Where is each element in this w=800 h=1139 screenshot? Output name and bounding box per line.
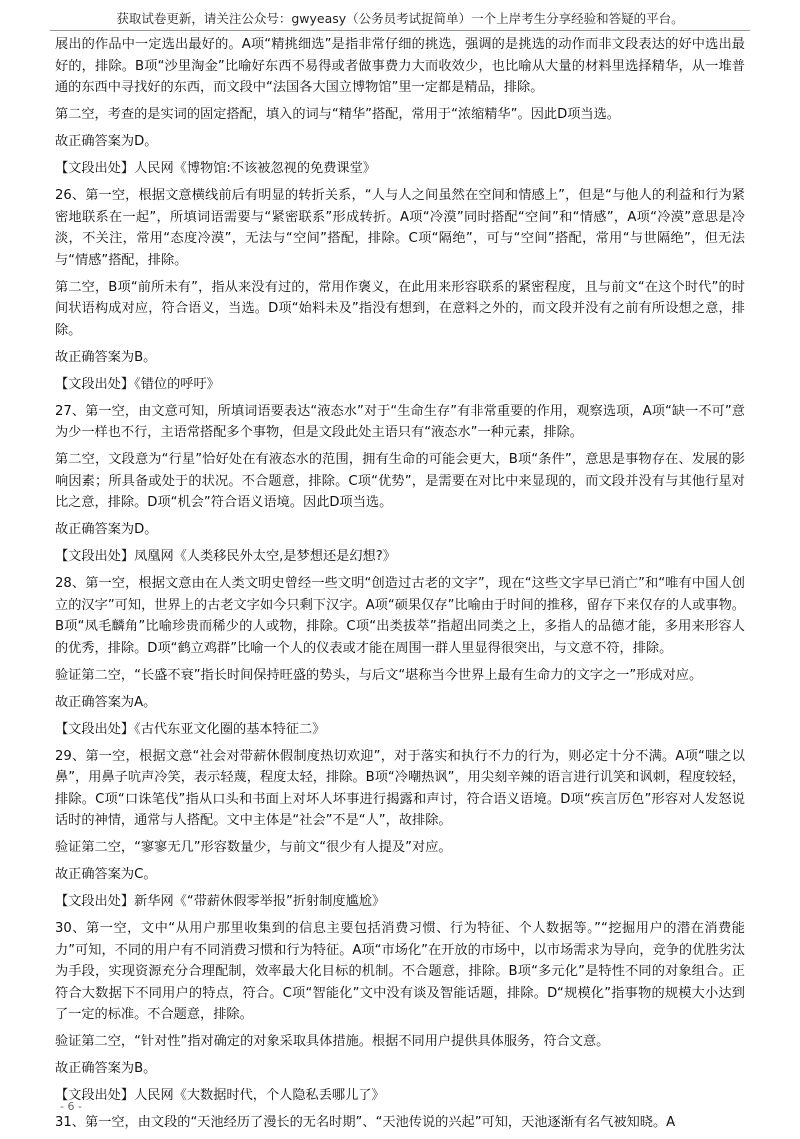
paragraph: 展出的作品中一定选出最好的。A项“精挑细选”是指非常仔细的挑选，强调的是挑选的动作而非文段表达的好中选出最好的，排除。B项“沙里淘金”比喻好东西不易得或者做事费力大而收效少，也比喻从大量的材料里选择精华，从一堆普通的东西中寻找好的东西，而文段中“法国各大国立博物馆”里一定都是精品，排除。: [55, 37, 745, 95]
source-line: 【文段出处】人民网《博物馆:不该被忽视的免费课堂》: [55, 161, 376, 176]
paragraph: 第二空，文段意为“行星”恰好处在有液态水的范围，拥有生命的可能会更大，B项“条件”，意思是事物存在、发展的影响因素；所具备或处于的状况。不合题意，排除。C项“优势”，是需要在对比中来显现的，而文段并没有与其他行星对比之意，排除。D项“机会”符合语义语境。因此D项当选。: [55, 452, 745, 510]
source-line: 【文段出处】凤凰网《人类移民外太空,是梦想还是幻想?》: [55, 549, 396, 564]
paragraph: 27、第一空，由文意可知，所填词语要表达“液态水”对于“生命生存”有非常重要的作用，观察选项，A项“缺一不可”意为少一样也不行，主语常搭配多个事物，但是文段此处主语只有“液态水”一种元素，排除。: [55, 403, 745, 440]
source-line: 【文段出处】《古代东亚文化圈的基本特征二》: [55, 721, 326, 737]
paragraph: 30、第一空，文中“从用户那里收集到的信息主要包括消费习惯、行为特征、个人数据等。”“挖掘用户的潜在消费能力”可知，不同的用户有不同消费习惯和行为特征。A项“市场化”在开放的市场中，以市场需求为导向，竞争的优胜劣汰为手段，实现资源充分合理配制，效率最大化目标的机制。不合题意，排除。B项“多元化”是特性不同的对象组合。正符合大数据下不同用户的特点，符合。C项“智能化”文中没有谈及智能话题，排除。D“规模化”指事物的规模大小达到了一定的标准。不合题意，排除。: [55, 921, 745, 1022]
paragraph: 28、第一空，根据文意由在人类文明史曾经一些文明“创造过古老的文字”，现在“这些文字早已消亡”和“唯有中国人创立的汉字”可知，世界上的古老文字如今只剩下汉字。A项“硕果仅存”比喻由于时间的推移，留存下来仅存的人或事物。B项“凤毛麟角”比喻珍贵而稀少的人或物，排除。C项“出类拔萃”指超出同类之上，多指人的品德才能，多用来形容人的优秀，排除。D项“鹤立鸡群”比喻一个人的仪表或才能在周围一群人里显得很突出，与文意不符，排除。: [55, 576, 745, 656]
source-line: 【文段出处】《错位的呼吁》: [55, 376, 220, 392]
paragraph: 验证第二空，“寥寥无几”形容数量少，与前文“很少有人提及”对应。: [55, 840, 452, 855]
answer-line: 故正确答案为D。: [55, 522, 158, 537]
paragraph: 31、第一空，由文段的“天池经历了漫长的无名时期”、“天池传说的兴起”可知，天池逐渐有名气被知晓。A: [55, 1115, 676, 1130]
document-body: [55, 34, 745, 1139]
paragraph: 26、第一空，根据文意横线前后有明显的转折关系，“人与人之间虽然在空间和情感上”，但是“与他人的利益和行为紧密地联系在一起”，所填词语需要与“紧密联系”形成转折。A项“冷漠”同时搭配“空间”和“情感”，A项“冷漠”意思是冷淡，不关注，常用“态度冷漠”，无法与“空间”搭配，排除。C项“隔绝”，可与“空间”搭配，常用“与世隔绝”，但无法与“情感”搭配，排除。: [55, 188, 745, 268]
paragraph: 29、第一空，根据文意“社会对带薪休假制度热切欢迎”，对于落实和执行不力的行为，则必定十分不满。A项“嗤之以鼻”，用鼻子吭声冷笑，表示轻蔑，程度太轻，排除。B项“冷嘲热讽”，用尖刻辛辣的语言进行讥笑和讽刺，程度较轻，排除。C项“口诛笔伐”指从口头和书面上对坏人坏事进行揭露和声讨，符合语义语境。D项“疾言厉色”形容对人发怒说话时的神情，通常与人搭配。文中主体是“社会”不是“人”，故排除。: [55, 748, 745, 828]
source-line: 【文段出处】新华网《“带薪休假零举报”折射制度尴尬》: [55, 894, 386, 909]
answer-line: 故正确答案为C。: [55, 867, 157, 882]
page-header: 获取试卷更新，请关注公众号：gwyeasy（公务员考试捉简单）一个上岸考生分享经验和答疑的平台。: [50, 8, 750, 31]
answer-line: 故正确答案为B。: [55, 349, 157, 365]
answer-line: 故正确答案为D。: [55, 134, 158, 149]
paragraph: 验证第二空，“针对性”指对确定的对象采取具体措施。根据不同用户提供具体服务，符合文意。: [55, 1034, 610, 1049]
answer-line: 故正确答案为A。: [55, 694, 157, 710]
paragraph: 验证第二空，“长盛不衰”指长时间保持旺盛的势头，与后文“堪称当今世界上最有生命力的文字之一”形成对应。: [55, 667, 703, 683]
paragraph: 第二空，B项“前所未有”，指从来没有过的，常用作褒义，在此用来形容联系的紧密程度，且与前文“在这个时代”的时间状语构成对应，符合语义，当选。D项“始料未及”指没有想到，在意料之外的，而文段并没有之前有所设想之意，排除。: [55, 279, 745, 338]
page-number: - 6 -: [60, 1100, 82, 1113]
source-line: 【文段出处】人民网《大数据时代，个人隐私丢哪儿了》: [55, 1088, 385, 1103]
answer-line: 故正确答案为B。: [55, 1061, 157, 1076]
paragraph: 第二空，考查的是实词的固定搭配，填入的词与“精华”搭配，常用于“浓缩精华”。因此D项当选。: [55, 107, 620, 122]
